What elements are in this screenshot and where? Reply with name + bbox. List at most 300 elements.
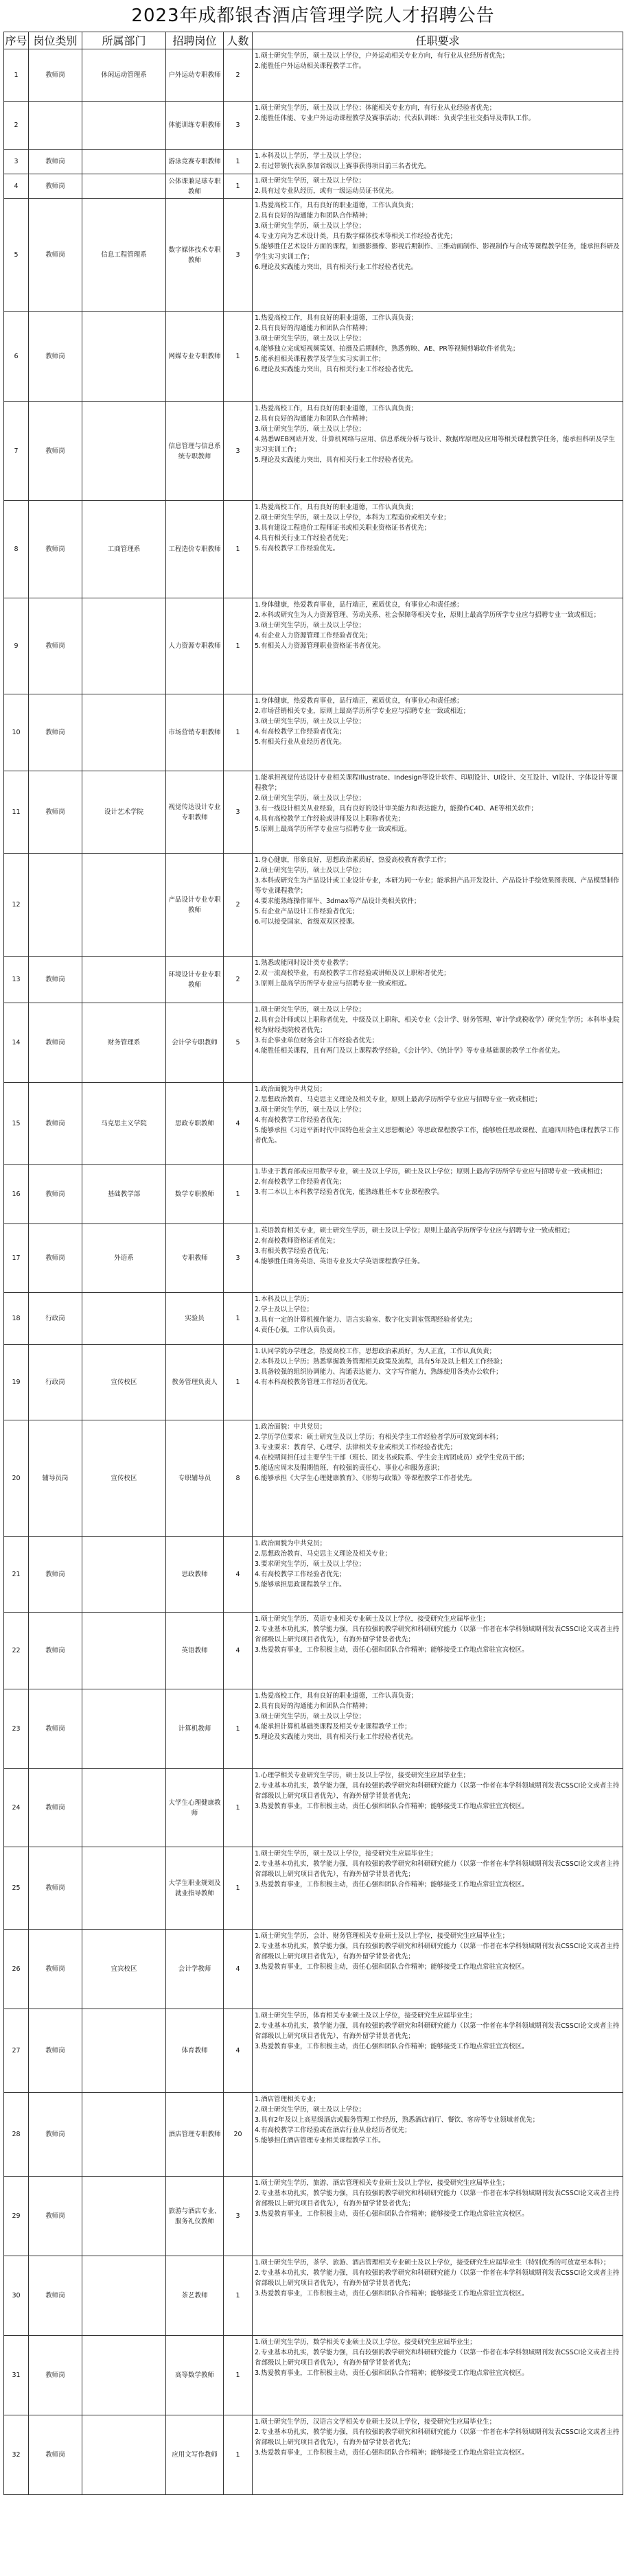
row-position: 人力资源专职教师	[166, 598, 224, 694]
requirement-line: 3.热爱教育事业，工作积极主动，责任心强和团队合作精神；能够接受工作地点常驻宜宾校区。	[255, 2290, 529, 2297]
row-count: 3	[224, 402, 253, 501]
table-row	[4, 1293, 623, 1345]
row-position: 思政专职教师	[166, 1083, 224, 1165]
requirement-line: 2.本科或研究生为人力资源管理、劳动关系、社会保障等相关专业，原则上最高学历所学专业应与招聘专业一致或相近；	[255, 611, 601, 619]
table-row	[4, 2336, 623, 2415]
requirement-line: 2.专业基本功扎实，教学能力强，具有较强的教学研究和科研研究能力（以第一作者在本学科领域期刊发表CSSCI论文或者主持省部级以上研究项目者优先），有海外留学背景者优先；	[255, 2349, 620, 2367]
requirement-line: 4.具有高校教学工作经验或讲师及以上职称者优先；	[255, 815, 405, 823]
requirement-line: 3.具有一定的计算机操作能力、语言实验室、数字化实训室管理经验者优先；	[255, 1316, 476, 1324]
requirement-line: 2.学士及以上学位；	[255, 1306, 314, 1313]
requirement-line: 4.在校期间担任过主要学生干部（班长、团支书或院系、学生会主席团成员）或学生党员干部；	[255, 1454, 529, 1462]
table-row	[4, 598, 623, 694]
table-row	[4, 2415, 623, 2495]
row-category: 教师岗	[29, 501, 82, 598]
row-requirements	[253, 150, 623, 174]
row-number: 17	[4, 1224, 29, 1293]
row-department	[82, 2093, 166, 2177]
table-row	[4, 854, 623, 957]
requirement-line: 2.具有过专业队经历，或有一级运动员证书优先。	[255, 187, 398, 195]
requirement-line: 2.学历学位要求：硕士研究生及以上学历；有相关学生工作经验者学历可放宽到本科；	[255, 1433, 502, 1441]
table-row	[4, 2009, 623, 2093]
requirement-line: 4.有企业人力资源管理工作经验者优先；	[255, 632, 372, 640]
row-position: 计算机教师	[166, 1689, 224, 1769]
requirement-line: 5.能够承担思政课程教学工作。	[255, 1581, 346, 1589]
requirement-line: 4.责任心强，工作认真负责。	[255, 1326, 340, 1334]
row-number: 5	[4, 199, 29, 312]
requirement-line: 1.身体健康，热爱教育事业，品行端正，素质优良，有事业心和责任感；	[255, 601, 463, 609]
row-number: 8	[4, 501, 29, 598]
row-department	[82, 1537, 166, 1613]
requirement-line: 2.专业基本功扎实，教学能力强，具有较强的教学研究和科研研究能力（以第一作者在本学科领域期刊发表CSSCI论文或者主持省部级以上研究项目者优先），有海外留学背景者优先；	[255, 2269, 620, 2287]
requirement-line: 1.热爱高校工作，具有良好的职业道德，工作认真负责；	[255, 405, 418, 412]
row-number: 28	[4, 2093, 29, 2177]
requirement-line: 2.思想政治教育、马克思主义理论及相关专业；	[255, 1550, 392, 1558]
requirement-line: 1.硕士研究生学历，英语专业相关专业硕士及以上学位，接受研究生应届毕业生；	[255, 1615, 489, 1623]
row-requirements	[253, 49, 623, 102]
requirement-line: 3.具备较强的组织协调能力、沟通表达能力、文字写作能力，熟练使用各类办公软件；	[255, 1368, 502, 1376]
row-position: 会计学教师	[166, 1930, 224, 2009]
requirement-line: 2.有高校教师资格证者优先；	[255, 1237, 340, 1245]
row-requirements	[253, 1420, 623, 1537]
row-department: 财务管理系	[82, 1003, 166, 1083]
requirement-line: 3.热爱教育事业，工作积极主动，责任心强和团队合作精神；能够接受工作地点常驻宜宾校区。	[255, 1963, 529, 1971]
requirement-line: 3.热爱教育事业，工作积极主动，责任心强和团队合作精神；能够接受工作地点常驻宜宾校区。	[255, 2043, 529, 2050]
requirement-line: 5.能够承担《习近平新时代中国特色社会主义思想概论》等思政课程教学工作，能够胜任思政课程、直通四川特色课程教学工作者优先。	[255, 1127, 620, 1145]
row-category: 教师岗	[29, 49, 82, 102]
requirement-line: 4.有高校教学工作经验者优先；	[255, 1116, 346, 1124]
requirement-line: 3.硕士研究生学历，硕士及以上学位；	[255, 622, 366, 629]
row-position: 环境设计专业专职教师	[166, 957, 224, 1003]
row-count: 1	[224, 312, 253, 402]
requirement-line: 1.硕士研究生学历，会计、财务管理相关专业硕士及以上学位，接受研究生应届毕业生；	[255, 1932, 509, 1940]
row-position: 数学专职教师	[166, 1165, 224, 1224]
row-department	[82, 1293, 166, 1345]
row-department: 工商管理系	[82, 501, 166, 598]
row-count: 3	[224, 1224, 253, 1293]
requirement-line: 1.硕士研究生学历，体育相关专业硕士及以上学位，接受研究生应届毕业生；	[255, 2012, 476, 2019]
row-category: 教师岗	[29, 402, 82, 501]
row-count: 1	[224, 1847, 253, 1930]
row-number: 11	[4, 771, 29, 854]
requirement-line: 5.有相关行业从业经历者优先。	[255, 738, 346, 746]
row-department	[82, 174, 166, 199]
row-count: 1	[224, 1165, 253, 1224]
table-row	[4, 312, 623, 402]
row-count: 1	[224, 1345, 253, 1420]
requirement-line: 4.能胜任相关课程，且有两门及以上课程教学经验，《会计学》、《统计学》等专业基础课的教学工作者优先。	[255, 1047, 564, 1055]
requirement-line: 2.专业基本功扎实，教学能力强，具有较强的教学研究和科研研究能力（以第一作者在本学科领域期刊发表CSSCI论文或者主持省部级以上研究项目者优先），有海外留学背景者优先；	[255, 2190, 620, 2208]
requirement-line: 4.有高校教学工作经验者优先；	[255, 1571, 346, 1578]
row-count: 4	[224, 2009, 253, 2093]
row-count: 1	[224, 2336, 253, 2415]
row-number: 7	[4, 402, 29, 501]
row-category: 教师岗	[29, 312, 82, 402]
requirement-line: 2.有高校教学工作经验者优先；	[255, 1178, 346, 1186]
requirement-line: 2.具有良好的沟通能力和团队合作精神；	[255, 1702, 372, 1710]
requirement-line: 5.能承担相关课程教学及学生实习实训工作；	[255, 355, 385, 363]
row-department: 设计艺术学院	[82, 771, 166, 854]
row-category: 教师岗	[29, 1537, 82, 1613]
row-count: 1	[224, 1689, 253, 1769]
row-category: 教师岗	[29, 2093, 82, 2177]
row-position: 市场营销专职教师	[166, 694, 224, 771]
table-row	[4, 199, 623, 312]
requirement-line: 2.硕士研究生学历，硕士及以上学位，本科为工程造价或相关专业；	[255, 514, 450, 522]
row-category: 教师岗	[29, 2415, 82, 2495]
row-number: 32	[4, 2415, 29, 2495]
requirement-line: 3.有二本以上本科教学经验者优先，能熟练胜任本专业课程教学。	[255, 1189, 444, 1196]
row-number: 14	[4, 1003, 29, 1083]
requirement-line: 1.热爱高校工作，具有良好的职业道德，工作认真负责；	[255, 1692, 418, 1700]
row-position: 旅游与酒店专业、服务礼仪教师	[166, 2177, 224, 2256]
table-row	[4, 1345, 623, 1420]
row-requirements	[253, 1083, 623, 1165]
row-number: 27	[4, 2009, 29, 2093]
requirement-line: 4.有高校教学工作经验或在酒店行业从业经历者优先；	[255, 2127, 411, 2134]
row-number: 26	[4, 1930, 29, 2009]
row-position: 网媒专业专职教师	[166, 312, 224, 402]
requirement-line: 1.硕士研究生学历，硕士及以上学位；	[255, 1006, 366, 1014]
row-requirements	[253, 2415, 623, 2495]
requirement-line: 3.热爱教育事业，工作积极主动，责任心强和团队合作精神；能够接受工作地点常驻宜宾校区。	[255, 1881, 529, 1888]
requirement-line: 2.专业基本功扎实，教学能力强，具有较强的教学研究和科研研究能力（以第一作者在本学科领域期刊发表CSSCI论文或者主持省部级以上研究项目者优先），有海外留学背景者优先；	[255, 2428, 620, 2446]
row-requirements	[253, 2256, 623, 2336]
table-row	[4, 2177, 623, 2256]
table-row	[4, 501, 623, 598]
row-category: 辅导员岗	[29, 1420, 82, 1537]
requirement-line: 1.本科及以上学历；	[255, 1296, 314, 1303]
row-count: 4	[224, 1613, 253, 1689]
table-row	[4, 102, 623, 150]
row-category: 教师岗	[29, 199, 82, 312]
row-category: 教师岗	[29, 2177, 82, 2256]
table-row	[4, 150, 623, 174]
row-position: 专职辅导员	[166, 1420, 224, 1537]
row-category: 教师岗	[29, 1613, 82, 1689]
row-position: 工程造价专职教师	[166, 501, 224, 598]
row-requirements	[253, 1293, 623, 1345]
row-department	[82, 1689, 166, 1769]
header-position: 招聘岗位	[166, 32, 224, 49]
row-count: 4	[224, 1537, 253, 1613]
requirement-line: 1.热爱高校工作，具有良好的职业道德，工作认真负责；	[255, 202, 418, 209]
row-position: 应用文写作教师	[166, 2415, 224, 2495]
row-department: 外语系	[82, 1224, 166, 1293]
row-category: 行政岗	[29, 1345, 82, 1420]
requirement-line: 1.硕士研究生学历，数学相关专业硕士及以上学位，接受研究生应届毕业生；	[255, 2339, 476, 2346]
requirement-line: 3.硕士研究生学历，硕士及以上学位；	[255, 1106, 366, 1114]
requirement-line: 3.硕士研究生学历，硕士及以上学位；	[255, 335, 366, 342]
row-category: 教师岗	[29, 1769, 82, 1847]
row-category: 行政岗	[29, 1293, 82, 1345]
table-row	[4, 1537, 623, 1613]
requirement-line: 3.热爱教育事业，工作积极主动，责任心强和团队合作精神；能够接受工作地点常驻宜宾校区。	[255, 2449, 529, 2457]
row-count: 4	[224, 1930, 253, 2009]
requirement-line: 3.具有2年及以上高星级酒店或服务管理工作经历，熟悉酒店前厅、餐饮、客房等专业领域者优先；	[255, 2116, 540, 2124]
requirement-line: 1.心理学相关专业研究生学历，硕士及以上学位，接受研究生应届毕业生；	[255, 1772, 470, 1779]
requirement-line: 2.具有良好的沟通能力和团队合作精神；	[255, 415, 372, 423]
row-count: 1	[224, 694, 253, 771]
row-count: 1	[224, 2415, 253, 2495]
row-requirements	[253, 2177, 623, 2256]
row-count: 4	[224, 1083, 253, 1165]
row-category: 教师岗	[29, 1003, 82, 1083]
row-requirements	[253, 1224, 623, 1293]
requirement-line: 1.硕士研究生学历，硕士及以上学位；体能相关专业方向，有行业从业经验者优先；	[255, 104, 496, 112]
row-requirements	[253, 199, 623, 312]
table-row	[4, 174, 623, 199]
row-position: 大学生心理健康教师	[166, 1769, 224, 1847]
row-position: 户外运动专职教师	[166, 49, 224, 102]
row-position: 体育教师	[166, 2009, 224, 2093]
row-position: 信息管理与信息系统专职教师	[166, 402, 224, 501]
row-department	[82, 957, 166, 1003]
row-requirements	[253, 2093, 623, 2177]
requirement-line: 2.本科及以上学历；熟悉掌握教务管理相关政策及流程，具有5年及以上相关工作经验；	[255, 1358, 507, 1366]
row-count: 3	[224, 771, 253, 854]
requirement-line: 1.熟悉或能同时设计类专业教学；	[255, 959, 353, 967]
row-category: 教师岗	[29, 1083, 82, 1165]
requirement-line: 2.具有良好的沟通能力和团队合作精神；	[255, 212, 372, 220]
requirement-line: 1.毕业于教育部或应用数学专业，硕士及以上学历，硕士及以上学位；原则上最高学历所学专业应与招聘专业一致或相近；	[255, 1168, 607, 1175]
row-category: 教师岗	[29, 2009, 82, 2093]
row-position: 酒店管理专职教师	[166, 2093, 224, 2177]
row-count: 20	[224, 2093, 253, 2177]
requirement-line: 2.硕士研究生学历，硕士及以上学位；	[255, 2106, 366, 2114]
row-count: 5	[224, 1003, 253, 1083]
requirement-line: 1.政治面貌：中共党员；	[255, 1423, 327, 1431]
row-position: 实验员	[166, 1293, 224, 1345]
requirement-line: 2.专业基本功扎实，教学能力强，具有较强的教学研究和科研研究能力（以第一作者在本学科领域期刊发表CSSCI论文或者主持省部级以上研究项目者优先），有海外留学背景者优先；	[255, 1860, 620, 1878]
row-position: 教务管理负责人	[166, 1345, 224, 1420]
row-category: 教师岗	[29, 1224, 82, 1293]
row-position: 思政教师	[166, 1537, 224, 1613]
row-count: 3	[224, 102, 253, 150]
row-department: 马克思主义学院	[82, 1083, 166, 1165]
row-position: 专职教师	[166, 1224, 224, 1293]
table-row	[4, 1083, 623, 1165]
row-category: 教师岗	[29, 174, 82, 199]
requirement-line: 3.本科或研究生为产品设计或工业设计专业，本研为同一专业；能承担产品开发设计、产品设计手绘效果图表现、产品模型制作等专业课程教学；	[255, 877, 620, 895]
requirement-line: 3.有相关教学经验者优先；	[255, 1248, 333, 1255]
requirement-line: 4.具有相关行业工作经验者优先；	[255, 535, 353, 542]
row-requirements	[253, 1613, 623, 1689]
row-department	[82, 2177, 166, 2256]
requirement-line: 1.政治面貌为中共党员；	[255, 1540, 327, 1547]
row-category: 教师岗	[29, 598, 82, 694]
requirement-line: 2.市场营销相关专业，原则上最高学历所学专业应与招聘专业一致或相近；	[255, 707, 470, 715]
row-number: 1	[4, 49, 29, 102]
requirement-line: 2.专业基本功扎实，教学能力强，具有较强的教学研究和科研研究能力（以第一作者在本学科领域期刊发表CSSCI论文或者主持省部级以上研究项目者优先），有海外留学背景者优先；	[255, 1782, 620, 1800]
page-title: 2023年成都银杏酒店管理学院人才招聘公告	[131, 5, 495, 26]
row-requirements	[253, 598, 623, 694]
requirement-line: 3.有企事业单位财务会计工作经验者优先；	[255, 1037, 379, 1044]
requirement-line: 1.身心健康，形象良好，思想政治素质好，热爱高校教育教学工作；	[255, 856, 450, 864]
row-number: 20	[4, 1420, 29, 1537]
requirement-line: 2.有过带领代表队参加省级以上赛事获得项目前三名者优先。	[255, 163, 431, 170]
row-position: 公体课兼足球专职教师	[166, 174, 224, 199]
row-department: 基础教学部	[82, 1165, 166, 1224]
requirement-line: 5.有企业产品设计工作经验者优先；	[255, 908, 359, 915]
row-category	[29, 102, 82, 150]
table-row	[4, 694, 623, 771]
requirement-line: 2.专业基本功扎实，教学能力强，具有较强的教学研究和科研研究能力（以第一作者在本学科领域期刊发表CSSCI论文或者主持省部级以上研究项目者优先），有海外留学背景者优先；	[255, 1943, 620, 1960]
requirement-line: 6.能够承担《大学生心理健康教育》、《形势与政策》等课程教学工作者优先。	[255, 1475, 476, 1482]
table-row	[4, 402, 623, 501]
row-number: 19	[4, 1345, 29, 1420]
row-department	[82, 150, 166, 174]
header-department: 所属部门	[82, 32, 166, 49]
row-count: 1	[224, 1769, 253, 1847]
requirement-line: 1.硕士研究生学历，汉语言文学相关专业硕士及以上学位，接受研究生应届毕业生；	[255, 2418, 496, 2426]
row-position: 视觉传达设计专业专职教师	[166, 771, 224, 854]
requirement-line: 2.专业基本功扎实，教学能力强，具有较强的教学研究和科研研究能力（以第一作者在本学科领域期刊发表CSSCI论文或者主持省部级以上研究项目者优先），有海外留学背景者优先；	[255, 1626, 620, 1643]
row-position: 英语教师	[166, 1613, 224, 1689]
row-count: 2	[224, 49, 253, 102]
row-number: 31	[4, 2336, 29, 2415]
row-number: 12	[4, 854, 29, 957]
row-category: 教师岗	[29, 771, 82, 854]
requirement-line: 1.酒店管理相关专业；	[255, 2096, 320, 2103]
requirement-line: 1.热爱高校工作，具有良好的职业道德，工作认真负责；	[255, 314, 418, 322]
requirement-line: 3.硕士研究生学历，硕士及以上学位；	[255, 425, 366, 433]
row-count: 8	[224, 1420, 253, 1537]
requirement-line: 3.硕士研究生学历，硕士及以上学位；	[255, 718, 366, 725]
requirement-line: 3.热爱教育事业，工作积极主动，责任心强和团队合作精神；能够接受工作地点常驻宜宾校区。	[255, 1803, 529, 1810]
row-department	[82, 2009, 166, 2093]
row-category: 教师岗	[29, 1847, 82, 1930]
row-department	[82, 2336, 166, 2415]
requirement-line: 3.具有建设工程造价工程师证书或相关职业资格证书者优先；	[255, 524, 431, 532]
row-department: 宣传校区	[82, 1420, 166, 1537]
row-requirements	[253, 1847, 623, 1930]
row-number: 10	[4, 694, 29, 771]
row-count: 2	[224, 854, 253, 957]
table-row	[4, 957, 623, 1003]
table-row	[4, 1847, 623, 1930]
row-category: 教师岗	[29, 2256, 82, 2336]
row-position: 数字媒体技术专职教师	[166, 199, 224, 312]
table-row	[4, 2093, 623, 2177]
row-number: 4	[4, 174, 29, 199]
row-department	[82, 102, 166, 150]
row-department	[82, 402, 166, 501]
row-position: 游泳竞赛专职教师	[166, 150, 224, 174]
row-department	[82, 2256, 166, 2336]
requirement-line: 4.能够独立完成短视频策划、拍摄及后期制作，熟悉剪映、AE、PR等视频剪辑软件者优先；	[255, 345, 520, 353]
requirement-line: 2.具有良好的沟通能力和团队合作精神；	[255, 325, 372, 332]
table-row	[4, 1689, 623, 1769]
table-row	[4, 771, 623, 854]
requirement-line: 5.能适应周末及假期值班，有较强的责任心、事业心和服务意识；	[255, 1464, 444, 1472]
row-count: 2	[224, 957, 253, 1003]
row-number: 30	[4, 2256, 29, 2336]
requirement-line: 1.认同学院办学理念，热爱高校工作，思想政治素质好，为人正直，工作认真负责；	[255, 1348, 496, 1355]
requirement-line: 2.具有会计师或以上职称者优先，中级及以上职称，相关专业（会计学、财务管理、审计学或税收学）研究生学历；本科毕业院校为财经类院校者优先；	[255, 1016, 620, 1034]
requirement-line: 3.硕士研究生学历，硕士及以上学位；	[255, 222, 366, 230]
row-requirements	[253, 2336, 623, 2415]
row-requirements	[253, 102, 623, 150]
row-number: 24	[4, 1769, 29, 1847]
row-department	[82, 1613, 166, 1689]
requirement-line: 1.身体健康，热爱教育事业，品行端正，素质优良，有事业心和责任感；	[255, 697, 463, 705]
row-number: 18	[4, 1293, 29, 1345]
row-category: 教师岗	[29, 1930, 82, 2009]
requirement-line: 5.理论及实践能力突出，具有相关行业工作经验者优先。	[255, 456, 418, 464]
requirement-line: 1.政治面貌为中共党员；	[255, 1086, 327, 1093]
row-number: 3	[4, 150, 29, 174]
row-category	[29, 854, 82, 957]
requirement-line: 4.有高校教学工作经验者优先；	[255, 728, 346, 736]
row-department	[82, 694, 166, 771]
row-count: 1	[224, 1293, 253, 1345]
row-requirements	[253, 1345, 623, 1420]
requirement-line: 3.专业要求：教育学、心理学、法律相关专业或相关工作经验者优先；	[255, 1444, 457, 1451]
requirement-line: 3.原则上最高学历所学专业应与招聘专业一致或相近。	[255, 980, 411, 987]
table-row	[4, 1769, 623, 1847]
row-requirements	[253, 1003, 623, 1083]
requirement-line: 2.思想政治教育、马克思主义理论及相关专业，原则上最高学历所学专业应与招聘专业一致或相近；	[255, 1096, 542, 1103]
row-category: 教师岗	[29, 150, 82, 174]
row-department	[82, 312, 166, 402]
row-number: 2	[4, 102, 29, 150]
header-count: 人数	[224, 32, 253, 49]
table-row	[4, 1420, 623, 1537]
table-row	[4, 1930, 623, 2009]
row-number: 23	[4, 1689, 29, 1769]
row-position: 高等数学教师	[166, 2336, 224, 2415]
row-position: 产品设计专业专职教师	[166, 854, 224, 957]
row-requirements	[253, 1930, 623, 2009]
requirement-line: 4.有本科高校教务管理工作经历者优先。	[255, 1379, 372, 1386]
row-count: 1	[224, 174, 253, 199]
requirement-line: 5.原则上最高学历所学专业应与招聘专业一致或相近。	[255, 826, 411, 833]
requirement-line: 1.硕士研究生学历，茶学、旅游、酒店管理相关专业硕士及以上学位，接受研究生应届毕业生（特别优秀的可放宽至本科）；	[255, 2259, 610, 2267]
table-row	[4, 49, 623, 102]
row-number: 13	[4, 957, 29, 1003]
requirement-line: 4.要求能熟练操作犀牛、3dmax等产品设计类相关软件；	[255, 898, 421, 905]
recruitment-table	[3, 32, 623, 2495]
row-department: 信息工程管理系	[82, 199, 166, 312]
requirement-line: 3.硕士研究生学历，硕士及以上学位；	[255, 1713, 366, 1720]
requirement-line: 4.熟悉WEB网站开发、计算机网络与应用、信息系统分析与设计、数据库原理及应用等相关课程教学任务，能承担科研及学生实习实训工作；	[255, 436, 615, 454]
row-requirements	[253, 1537, 623, 1613]
row-department	[82, 598, 166, 694]
row-category: 教师岗	[29, 694, 82, 771]
row-requirements	[253, 312, 623, 402]
row-position: 体能训练专职教师	[166, 102, 224, 150]
requirement-line: 3.有一线设计相关从业经验，具有良好的设计审美能力和表达能力，能操作C4D、AE等相关软件；	[255, 805, 538, 812]
row-count: 1	[224, 150, 253, 174]
requirement-line: 4.能够胜任商务英语、英语专业及大学英语课程教学任务。	[255, 1258, 424, 1265]
requirement-line: 2.双一流高校毕业，有高校教学工作经验或讲师及以上职称者优先；	[255, 970, 450, 977]
requirement-line: 1.本科及以上学历，学士及以上学位；	[255, 152, 366, 160]
requirement-line: 2.能胜任体能、专业户外运动课程教学及赛事活动；代表队训练：负责学生社交指导及带队工作。	[255, 115, 535, 122]
requirement-line: 1.硕士研究生学历，硕士及以上学位；	[255, 177, 366, 185]
row-count: 3	[224, 2177, 253, 2256]
requirement-line: 6.理论及实践能力突出，具有相关行业工作经验者优先。	[255, 366, 418, 373]
header-requirements: 任职要求	[253, 32, 623, 49]
row-requirements	[253, 957, 623, 1003]
requirement-line: 1.热爱高校工作，具有良好的职业道德，工作认真负责；	[255, 504, 418, 511]
table-row	[4, 2256, 623, 2336]
requirement-line: 4.专业方向为艺术设计类，具有数字媒体技术等相关工作经验者优先；	[255, 233, 457, 240]
requirement-line: 5.有高校教学工作经验优先。	[255, 545, 340, 552]
row-count: 1	[224, 2256, 253, 2336]
requirement-line: 6.理论及实践能力突出，具有相关行业工作经验者优先。	[255, 264, 418, 271]
requirement-line: 5.有相关人力资源管理职业资格证书者优先。	[255, 642, 385, 650]
requirement-line: 6.可以接受国家、省级双双区授课。	[255, 918, 359, 926]
